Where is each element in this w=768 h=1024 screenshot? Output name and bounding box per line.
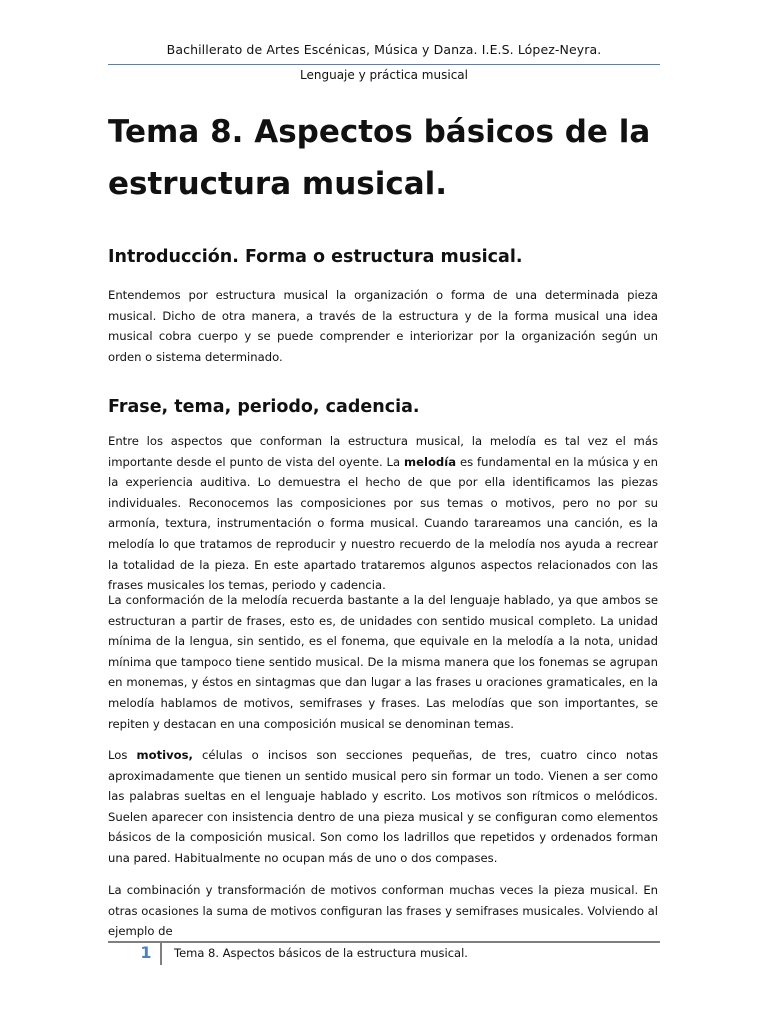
paragraph-text: es fundamental en la música y en la experiencia auditiva. Lo demuestra el hecho de que por ella identificamos las piezas individuales. Reconocemos las composiciones por sus temas o motivos, pero no por su armonía, textura, instrumentación o forma musical. Cuando tarareamos una canción, es la melodía lo que tratamos de reproducir y nuestro recuerdo de la melodía nos ayuda a recrear la totalidad de la pieza. En este apartado trataremos algunos aspectos relacionados con las frases musicales los temas, periodo y cadencia. (108, 454, 659, 593)
paragraph-intro: Entendemos por estructura musical la organización o forma de una determinada pieza musical. Dicho de otra manera, a través de la estructura y de la forma musical una idea musical cobra cuerpo y se puede comprender e interiorizar por la organización según un orden o sistema determinado. (108, 288, 658, 364)
header-subject: Lenguaje y práctica musical (300, 68, 468, 82)
paragraph-combinacion: La combinación y transformación de motivos conforman muchas veces la pieza musical. En otras ocasiones la suma de motivos configuran las frases y semifrases musicales. Volviendo al ejemplo de (108, 883, 658, 939)
paragraph-text: Los (108, 748, 137, 762)
bold-term-melodia: melodía (404, 454, 457, 469)
section-heading-frase: Frase, tema, periodo, cadencia. (108, 397, 420, 417)
paragraph-text: células o incisos son secciones pequeñas, de tres, cuatro cinco notas aproximadamente que tienen un sentido musical pero sin formar un todo. Vienen a ser como las palabras sueltas en el lenguaje hablado y escrito. Los motivos son rítmicos o melódicos. Suelen aparecer con insistencia dentro de una pieza musical y se configuran como elementos básicos de la composición musical. Son como los ladrillos que repetidos y ordenados forman una pared. Habitualmente no ocupan más de uno o dos compases. (108, 748, 658, 865)
bold-term-motivos: motivos, (136, 748, 193, 762)
page-title: Tema 8. Aspectos básicos de la estructura musical. (108, 114, 651, 202)
header-rule (108, 64, 660, 65)
paragraph-conformacion: La conformación de la melodía recuerda bastante a la del lenguaje hablado, ya que ambos se estructuran a partir de frases, esto es, de unidades con sentido musical completo. La unidad mínima de la lengua, sin sentido, es el fonema, que equivale en la melodía a la nota, unidad mínima que tampoco tiene sentido musical. De la misma manera que los fonemas se agrupan en monemas, y éstos en sintagmas que dan lugar a las frases u oraciones gramaticales, en la melodía hablamos de motivos, semifrases y frases. Las melodías que son importantes, se repiten y destacan en una composición musical se denominan temas. (108, 593, 658, 731)
paragraph-melodia (108, 431, 658, 596)
paragraph-text: Entre los aspectos que conforman la estructura musical, la melodía es tal vez el más importante desde el punto de vista del oyente. La (108, 434, 658, 469)
footer-rule (108, 941, 660, 943)
page-number: 1 (140, 943, 152, 962)
header-school: Bachillerato de Artes Escénicas, Música y Danza. I.E.S. López-Neyra. (166, 42, 602, 57)
section-heading-intro: Introducción. Forma o estructura musical. (108, 247, 523, 267)
footer-divider (160, 943, 162, 965)
footer-title: Tema 8. Aspectos básicos de la estructura musical. (174, 946, 468, 960)
paragraph-motivos (108, 745, 658, 869)
